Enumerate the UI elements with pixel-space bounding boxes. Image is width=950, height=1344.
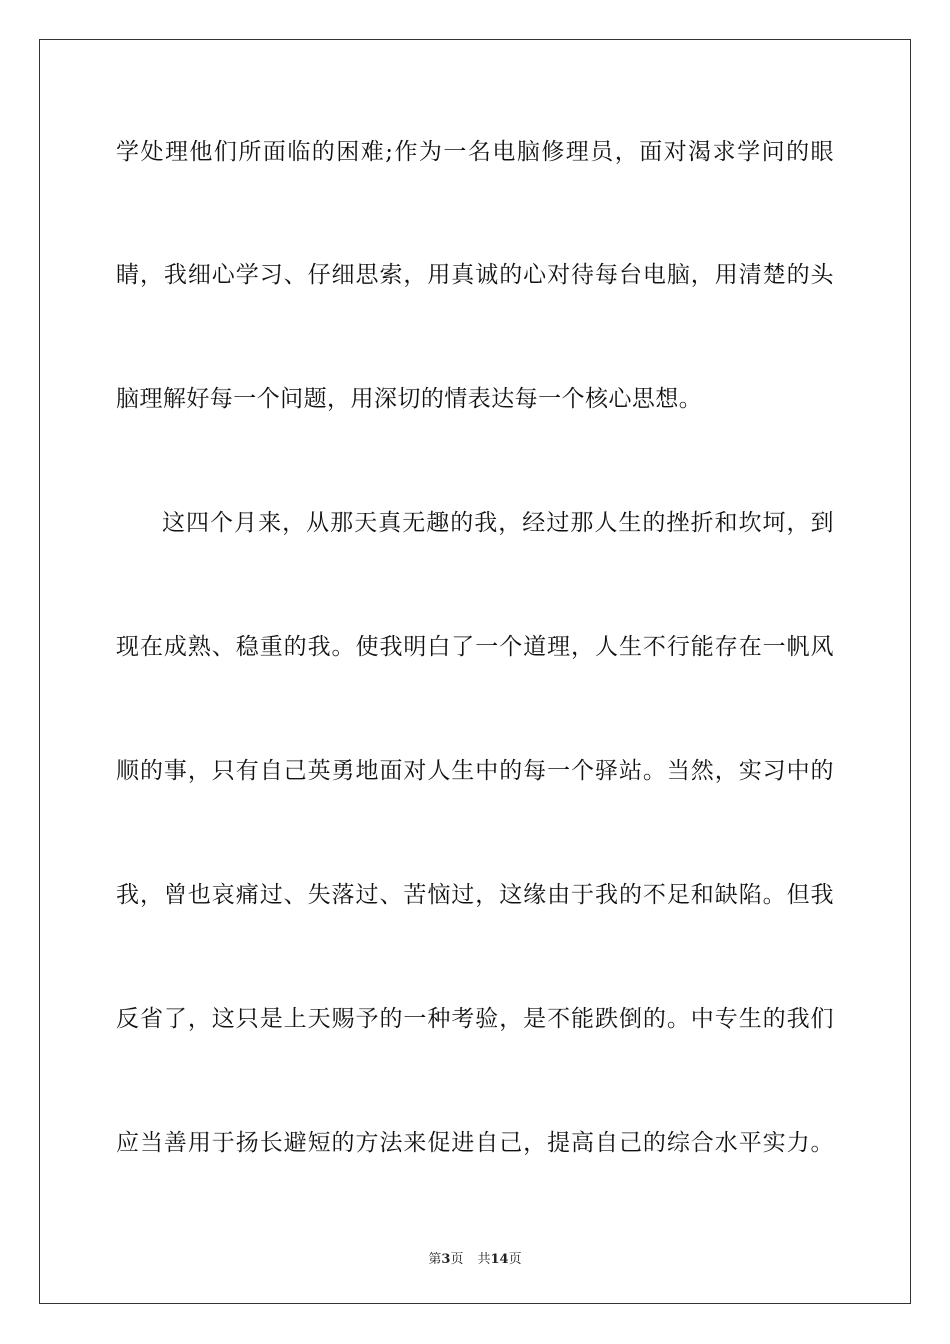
page-total-number: 14 [490, 1252, 509, 1267]
body-text-line-5: 现在成熟、稳重的我。使我明白了一个道理，人生不行能存在一帆风 [116, 634, 834, 660]
total-suffix: 页 [508, 1252, 522, 1267]
page-current-number: 3 [441, 1252, 451, 1267]
body-text-line-3: 脑理解好每一个问题，用深切的情表达每一个核心思想。 [116, 386, 703, 412]
body-text-line-1: 学处理他们所面临的困难;作为一名电脑修理员，面对渴求学问的眼 [116, 139, 834, 165]
body-text-line-7: 我，曾也哀痛过、失落过、苦恼过，这缘由于我的不足和缺陷。但我 [116, 882, 834, 908]
page-suffix: 页 [450, 1252, 464, 1267]
page-border [39, 39, 911, 1304]
page-footer [0, 1248, 950, 1267]
total-prefix: 共 [477, 1252, 491, 1267]
body-text-line-8: 反省了，这只是上天赐予的一种考验，是不能跌倒的。中专生的我们 [116, 1006, 834, 1032]
body-text-line-4: 这四个月来，从那天真无趣的我，经过那人生的挫折和坎坷，到 [162, 510, 834, 536]
body-text-line-2: 睛，我细心学习、仔细思索，用真诚的心对待每台电脑，用清楚的头 [116, 262, 834, 288]
body-text-line-9: 应当善用于扬长避短的方法来促进自己，提高自己的综合水平实力。 [116, 1130, 834, 1156]
page-prefix: 第 [428, 1252, 442, 1267]
body-text-line-6: 顺的事，只有自己英勇地面对人生中的每一个驿站。当然，实习中的 [116, 758, 834, 784]
